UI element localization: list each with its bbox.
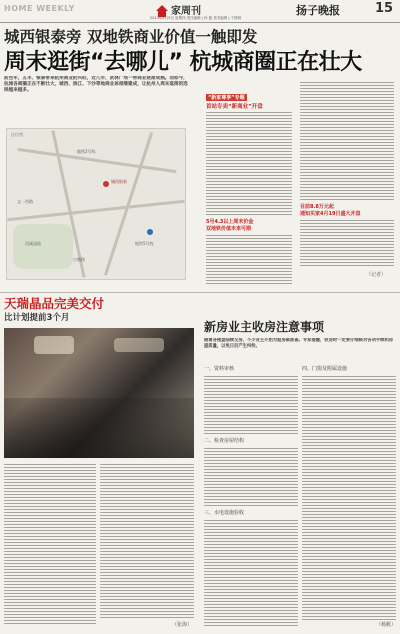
map-title: 区位图 xyxy=(11,132,23,137)
map-marker-icon xyxy=(103,181,109,187)
photo-light xyxy=(34,336,74,354)
right-story-column-1 xyxy=(204,374,298,434)
paper-name: 扬子晚报 xyxy=(296,4,340,17)
masthead-rule xyxy=(0,22,400,23)
map-road xyxy=(7,200,184,222)
house-logo-icon xyxy=(156,2,168,14)
right-story-item: 一、资料审核 xyxy=(204,366,235,372)
side-header-label: “新家尊享”专题 xyxy=(208,95,245,101)
masthead xyxy=(0,0,400,22)
right-story-column-1b xyxy=(204,446,298,506)
right-story-item: 三、水电设施验收 xyxy=(204,510,245,516)
photo-light xyxy=(114,338,164,352)
side-subhead: 通知买家4月19日盛大开盘 xyxy=(300,211,361,217)
map-place-label: 地铁2号线 xyxy=(77,149,96,154)
side-subhead: 首站专卖“新商业”开盘 xyxy=(206,104,263,110)
map-place-label: 古墩路 xyxy=(73,257,85,262)
event-photo xyxy=(4,328,194,458)
date-line: 2014年4月3日 星期四 责任编辑 | 孙 磊 美术编辑 | 于德林 xyxy=(150,16,242,20)
section-divider xyxy=(0,292,400,293)
right-story-title: 新房业主收房注意事项 xyxy=(204,320,325,334)
page-number: 15 xyxy=(375,1,394,16)
side-text-block xyxy=(206,233,292,285)
left-story-subtitle: 比计划提前3个月 xyxy=(4,313,70,323)
map-road xyxy=(18,148,177,173)
photo-crowd xyxy=(4,398,194,458)
right-story-item: 二、检查房屋结构 xyxy=(204,438,245,444)
masthead-left-label: HOME WEEKLY xyxy=(4,4,75,13)
side-subhead: 双地铁价值未来可期 xyxy=(206,226,252,232)
location-map xyxy=(6,128,186,280)
side-byline: （记者） xyxy=(366,272,387,278)
side-subhead: 5号4.3以上周末价金 xyxy=(206,219,254,225)
side-text-block xyxy=(300,80,394,200)
left-story-column-2 xyxy=(100,462,194,620)
right-story-intro: 随着各楼盘陆续交房，不少业主开始为验房做准备。专家提醒，收房时一定要仔细核对各项手续和房屋质量，以免日后产生纠纷。 xyxy=(204,338,394,349)
right-story-column-2 xyxy=(302,374,396,620)
map-marker-icon xyxy=(147,229,153,235)
side-text-block xyxy=(206,110,292,216)
map-place-label: 城西银泰 xyxy=(111,179,127,184)
side-article xyxy=(196,78,398,290)
map-place-label: 地铁5号线 xyxy=(135,241,154,246)
headline-intro: 前些年，五羊、银泰带来杭州商业的兴旺，近几年，武林广场一带商业逐渐成熟。而如今，杭城各商圈正在不断壮大，城西、滨江、下沙等地商业体相继建成，让杭州人周末逛街的选择越来越多。 xyxy=(4,76,188,93)
right-story-credit: （杨帆） xyxy=(376,622,397,628)
headline-kicker: 城西银泰旁 双地铁商业价值一触即发 xyxy=(4,28,258,46)
map-place-label: 西溪湿地 xyxy=(25,241,41,246)
map-place-label: 文一西路 xyxy=(17,199,33,204)
right-story-column-1c xyxy=(204,518,298,626)
left-story-credit: （张海） xyxy=(172,622,193,628)
side-text-block xyxy=(300,218,394,268)
side-subhead: 目前8.8万元起 xyxy=(300,204,334,210)
right-story-item: 四、门窗及附属设施 xyxy=(302,366,348,372)
headline-main: 周末逛街“去哪儿” 杭城商圈正在壮大 xyxy=(4,50,362,75)
left-story-title: 天瑞晶品完美交付 xyxy=(4,296,105,311)
masthead-center-logo: 家周刊 xyxy=(171,6,201,17)
map-green-area xyxy=(13,224,73,269)
left-story-column-1 xyxy=(4,462,96,626)
